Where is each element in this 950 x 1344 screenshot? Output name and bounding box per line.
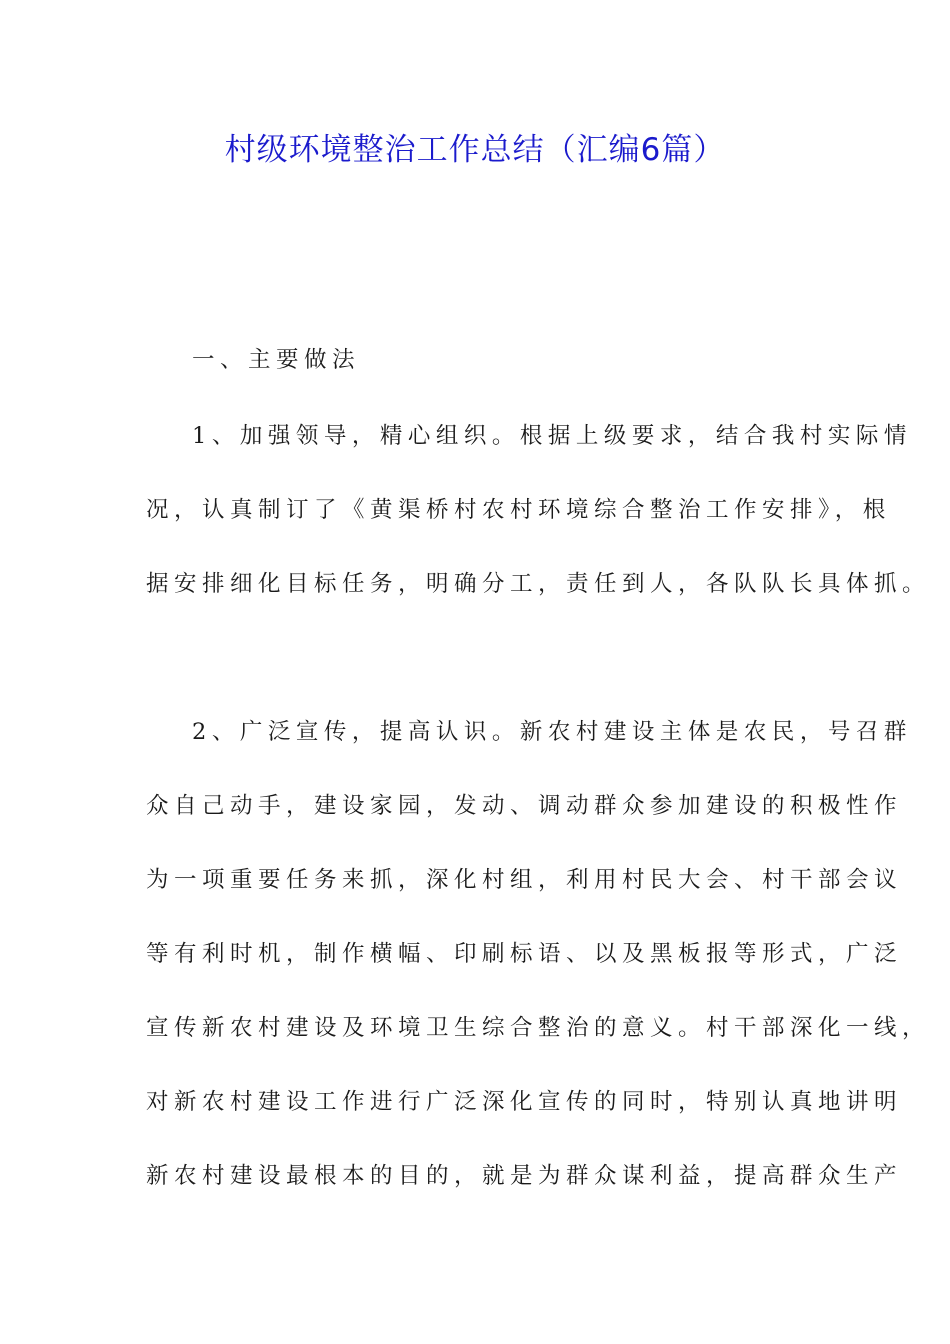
- paragraph2-line: 2、广泛宣传，提高认识。新农村建设主体是农民，号召群: [192, 719, 912, 745]
- paragraph2-line: 对新农村建设工作进行广泛深化宣传的同时，特别认真地讲明: [146, 1089, 903, 1115]
- paragraph2-line: 众自己动手，建设家园，发动、调动群众参加建设的积极性作: [146, 793, 903, 819]
- section-heading: 一、主要做法: [192, 347, 361, 373]
- paragraph2-line: 等有利时机，制作横幅、印刷标语、以及黑板报等形式，广泛: [146, 941, 903, 967]
- paragraph2-line: 新农村建设最根本的目的，就是为群众谋利益，提高群众生产: [146, 1163, 903, 1189]
- paragraph2-line: 为一项重要任务来抓，深化村组，利用村民大会、村干部会议: [146, 867, 903, 893]
- paragraph1-line: 况，认真制订了《黄渠桥村农村环境综合整治工作安排》，根: [146, 497, 891, 523]
- paragraph1-line: 1、加强领导，精心组织。根据上级要求，结合我村实际情: [192, 423, 912, 449]
- document-title: 村级环境整治工作总结（汇编6篇）: [224, 132, 726, 168]
- paragraph2-line: 宣传新农村建设及环境卫生综合整治的意义。村干部深化一线，: [146, 1015, 931, 1041]
- paragraph1-line: 据安排细化目标任务，明确分工，责任到人，各队队长具体抓。: [146, 571, 931, 597]
